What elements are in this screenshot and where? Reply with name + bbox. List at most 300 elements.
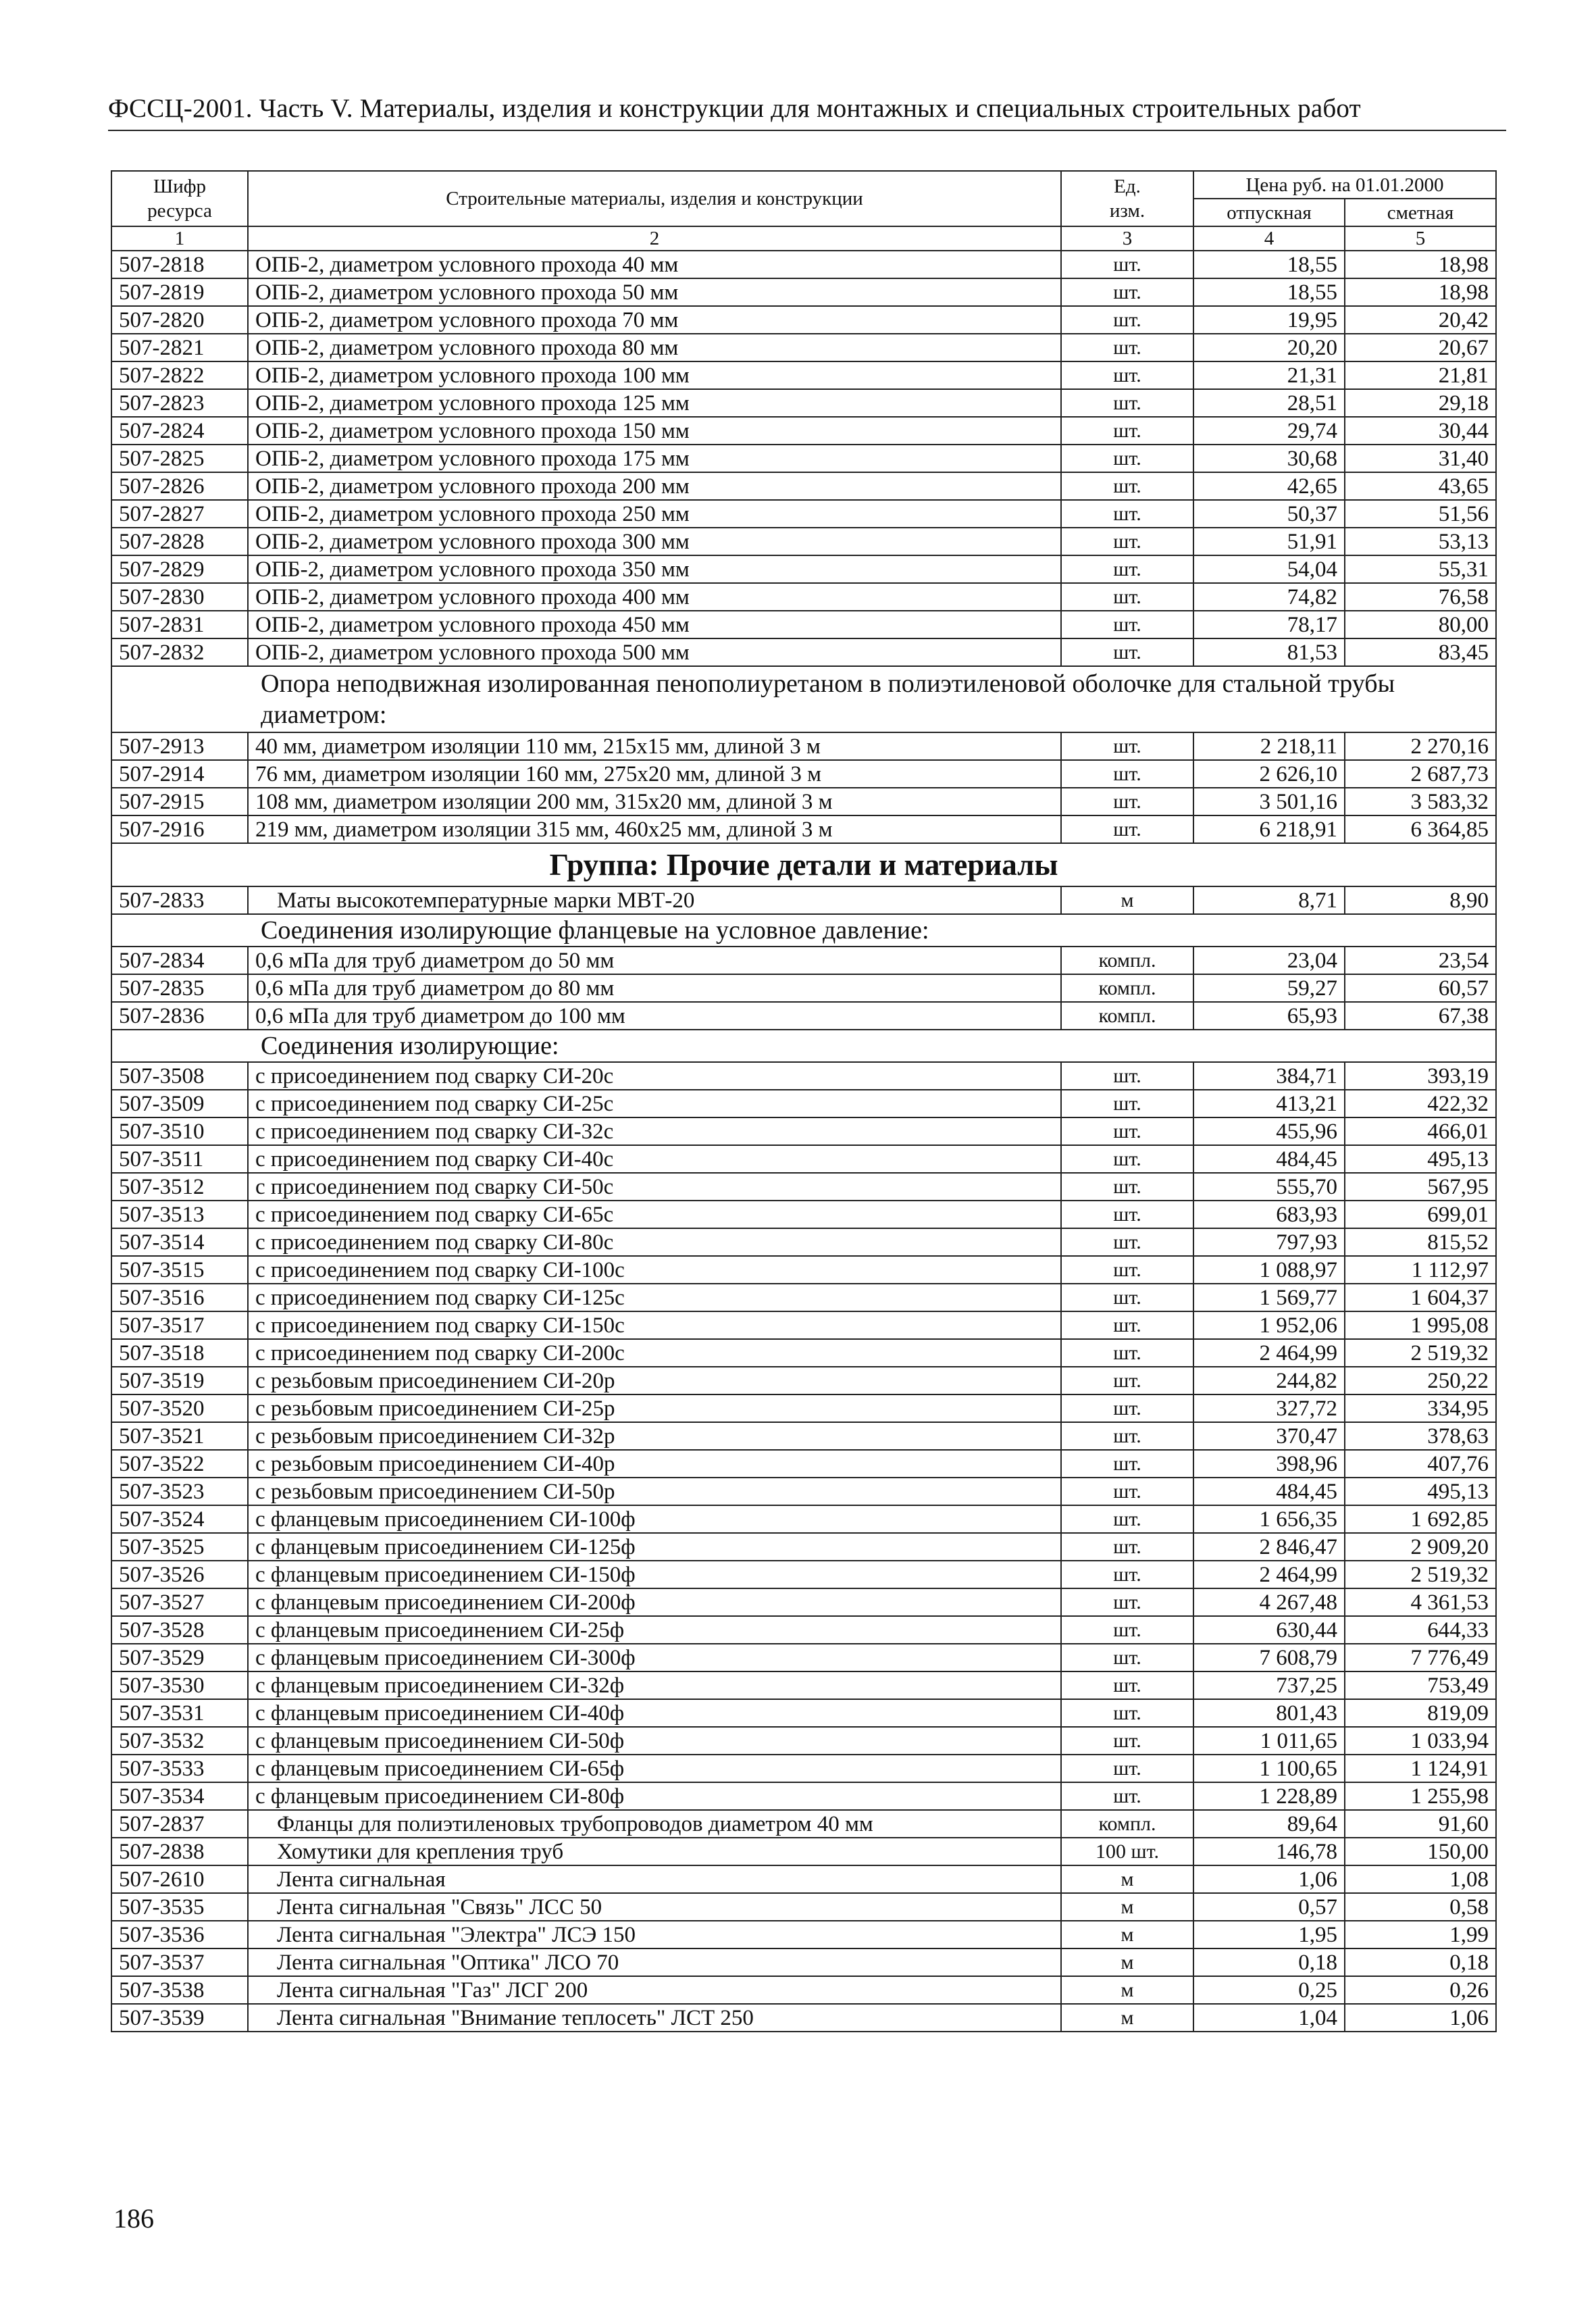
resource-name: 219 мм, диаметром изоляции 315 мм, 460х25 мм, длиной 3 м	[248, 815, 1061, 843]
estimate-price: 91,60	[1345, 1810, 1496, 1838]
unit-cell: шт.	[1061, 1367, 1193, 1394]
estimate-price: 334,95	[1345, 1394, 1496, 1422]
resource-code: 507-2915	[111, 788, 248, 815]
release-price: 413,21	[1193, 1090, 1345, 1117]
group-row	[111, 843, 1496, 886]
unit-cell: шт.	[1061, 389, 1193, 417]
estimate-price: 393,19	[1345, 1062, 1496, 1090]
table-row	[111, 1948, 1496, 1976]
resource-code: 507-2821	[111, 334, 248, 361]
unit-cell: м	[1061, 1976, 1193, 2004]
unit-cell: шт.	[1061, 445, 1193, 472]
table-row	[111, 815, 1496, 843]
estimate-price: 18,98	[1345, 278, 1496, 306]
release-price: 146,78	[1193, 1838, 1345, 1865]
resource-code: 507-3529	[111, 1644, 248, 1671]
resource-code: 507-2838	[111, 1838, 248, 1865]
resource-code: 507-2828	[111, 528, 248, 555]
resource-code: 507-2610	[111, 1865, 248, 1893]
col-header-name: Строительные материалы, изделия и конструкции	[248, 171, 1061, 226]
unit-cell: шт.	[1061, 1782, 1193, 1810]
resource-name: с присоединением под сварку СИ-25с	[248, 1090, 1061, 1117]
price-table	[111, 170, 1497, 2032]
estimate-price: 55,31	[1345, 555, 1496, 583]
resource-name: Лента сигнальная "Внимание теплосеть" ЛСТ 250	[248, 2004, 1061, 2032]
release-price: 51,91	[1193, 528, 1345, 555]
estimate-price: 8,90	[1345, 886, 1496, 914]
estimate-price: 378,63	[1345, 1422, 1496, 1450]
page-header: ФССЦ-2001. Часть V. Материалы, изделия и конструкции для монтажных и специальных строительных работ	[108, 94, 1361, 123]
unit-cell: шт.	[1061, 611, 1193, 638]
table-row	[111, 417, 1496, 445]
resource-code: 507-2830	[111, 583, 248, 611]
section-title: Опора неподвижная изолированная пенополиуретаном в полиэтиленовой оболочке для стальной трубы диаметром:	[111, 666, 1496, 732]
unit-cell: шт.	[1061, 638, 1193, 666]
table-row	[111, 1671, 1496, 1699]
estimate-price: 567,95	[1345, 1173, 1496, 1201]
unit-cell: м	[1061, 1948, 1193, 1976]
resource-name: Лента сигнальная	[248, 1865, 1061, 1893]
resource-name: с фланцевым присоединением СИ-80ф	[248, 1782, 1061, 1810]
release-price: 74,82	[1193, 583, 1345, 611]
resource-code: 507-2833	[111, 886, 248, 914]
resource-code: 507-3511	[111, 1145, 248, 1173]
resource-code: 507-2829	[111, 555, 248, 583]
resource-code: 507-2822	[111, 361, 248, 389]
unit-cell: компл.	[1061, 947, 1193, 974]
unit-cell: шт.	[1061, 1422, 1193, 1450]
resource-name: с фланцевым присоединением СИ-32ф	[248, 1671, 1061, 1699]
release-price: 2 218,11	[1193, 732, 1345, 760]
release-price: 455,96	[1193, 1117, 1345, 1145]
resource-name: с присоединением под сварку СИ-20с	[248, 1062, 1061, 1090]
estimate-price: 2 270,16	[1345, 732, 1496, 760]
release-price: 89,64	[1193, 1810, 1345, 1838]
resource-code: 507-3510	[111, 1117, 248, 1145]
unit-cell: м	[1061, 886, 1193, 914]
resource-name: ОПБ-2, диаметром условного прохода 100 мм	[248, 361, 1061, 389]
resource-name: с присоединением под сварку СИ-125с	[248, 1284, 1061, 1311]
section-row	[111, 1030, 1496, 1062]
unit-cell: шт.	[1061, 1644, 1193, 1671]
table-row	[111, 1644, 1496, 1671]
unit-cell: шт.	[1061, 1339, 1193, 1367]
table-row	[111, 947, 1496, 974]
release-price: 370,47	[1193, 1422, 1345, 1450]
estimate-price: 0,58	[1345, 1893, 1496, 1921]
estimate-price: 466,01	[1345, 1117, 1496, 1145]
resource-code: 507-2826	[111, 472, 248, 500]
resource-code: 507-3531	[111, 1699, 248, 1727]
unit-cell: шт.	[1061, 760, 1193, 788]
section-title: Соединения изолирующие фланцевые на условное давление:	[111, 914, 1496, 947]
resource-name: с присоединением под сварку СИ-40с	[248, 1145, 1061, 1173]
estimate-price: 2 909,20	[1345, 1533, 1496, 1561]
release-price: 2 464,99	[1193, 1561, 1345, 1588]
table-row	[111, 528, 1496, 555]
resource-name: с присоединением под сварку СИ-100с	[248, 1256, 1061, 1284]
resource-name: с фланцевым присоединением СИ-125ф	[248, 1533, 1061, 1561]
resource-name: 0,6 мПа для труб диаметром до 50 мм	[248, 947, 1061, 974]
estimate-price: 1 995,08	[1345, 1311, 1496, 1339]
table-row	[111, 361, 1496, 389]
resource-code: 507-2831	[111, 611, 248, 638]
table-body	[111, 251, 1496, 2032]
estimate-price: 644,33	[1345, 1616, 1496, 1644]
release-price: 484,45	[1193, 1145, 1345, 1173]
unit-cell: шт.	[1061, 1311, 1193, 1339]
unit-cell: шт.	[1061, 1256, 1193, 1284]
estimate-price: 51,56	[1345, 500, 1496, 528]
estimate-price: 1,08	[1345, 1865, 1496, 1893]
release-price: 2 846,47	[1193, 1533, 1345, 1561]
table-row	[111, 306, 1496, 334]
resource-code: 507-3527	[111, 1588, 248, 1616]
resource-code: 507-3516	[111, 1284, 248, 1311]
resource-code: 507-2837	[111, 1810, 248, 1838]
table-row	[111, 1062, 1496, 1090]
release-price: 484,45	[1193, 1478, 1345, 1505]
unit-cell: шт.	[1061, 417, 1193, 445]
resource-name: ОПБ-2, диаметром условного прохода 300 мм	[248, 528, 1061, 555]
estimate-price: 67,38	[1345, 1002, 1496, 1030]
resource-code: 507-3535	[111, 1893, 248, 1921]
table-row	[111, 445, 1496, 472]
resource-code: 507-2820	[111, 306, 248, 334]
release-price: 65,93	[1193, 1002, 1345, 1030]
estimate-price: 80,00	[1345, 611, 1496, 638]
unit-cell: шт.	[1061, 1727, 1193, 1755]
col-number: 5	[1345, 226, 1496, 251]
col-header-unit: Ед. изм.	[1061, 171, 1193, 226]
table-row	[111, 1699, 1496, 1727]
release-price: 555,70	[1193, 1173, 1345, 1201]
estimate-price: 31,40	[1345, 445, 1496, 472]
section-title: Соединения изолирующие:	[111, 1030, 1496, 1062]
unit-cell: шт.	[1061, 788, 1193, 815]
table-row	[111, 472, 1496, 500]
table-row	[111, 1284, 1496, 1311]
table-row	[111, 1505, 1496, 1533]
table-row	[111, 555, 1496, 583]
estimate-price: 23,54	[1345, 947, 1496, 974]
resource-code: 507-2819	[111, 278, 248, 306]
estimate-price: 20,42	[1345, 306, 1496, 334]
unit-cell: шт.	[1061, 251, 1193, 278]
table-row	[111, 1561, 1496, 1588]
resource-name: ОПБ-2, диаметром условного прохода 150 мм	[248, 417, 1061, 445]
section-row	[111, 914, 1496, 947]
table-row	[111, 1755, 1496, 1782]
release-price: 0,25	[1193, 1976, 1345, 2004]
unit-cell: шт.	[1061, 1062, 1193, 1090]
unit-cell: шт.	[1061, 1533, 1193, 1561]
estimate-price: 76,58	[1345, 583, 1496, 611]
resource-code: 507-3519	[111, 1367, 248, 1394]
resource-name: с резьбовым присоединением СИ-40р	[248, 1450, 1061, 1478]
estimate-price: 250,22	[1345, 1367, 1496, 1394]
table-row	[111, 1782, 1496, 1810]
resource-code: 507-3536	[111, 1921, 248, 1948]
estimate-price: 1 604,37	[1345, 1284, 1496, 1311]
unit-cell: шт.	[1061, 1173, 1193, 1201]
release-price: 630,44	[1193, 1616, 1345, 1644]
unit-cell: 100 шт.	[1061, 1838, 1193, 1865]
release-price: 59,27	[1193, 974, 1345, 1002]
release-price: 78,17	[1193, 611, 1345, 638]
estimate-price: 0,26	[1345, 1976, 1496, 2004]
resource-code: 507-3537	[111, 1948, 248, 1976]
table-row	[111, 334, 1496, 361]
unit-cell: шт.	[1061, 1450, 1193, 1478]
resource-name: с присоединением под сварку СИ-80с	[248, 1228, 1061, 1256]
release-price: 801,43	[1193, 1699, 1345, 1727]
resource-code: 507-3530	[111, 1671, 248, 1699]
unit-cell: м	[1061, 1865, 1193, 1893]
table-row	[111, 1117, 1496, 1145]
resource-code: 507-3539	[111, 2004, 248, 2032]
resource-name: ОПБ-2, диаметром условного прохода 70 мм	[248, 306, 1061, 334]
release-price: 1 088,97	[1193, 1256, 1345, 1284]
table-row	[111, 788, 1496, 815]
resource-name: 0,6 мПа для труб диаметром до 80 мм	[248, 974, 1061, 1002]
release-price: 18,55	[1193, 278, 1345, 306]
table-row	[111, 1533, 1496, 1561]
table-row	[111, 1838, 1496, 1865]
resource-name: с присоединением под сварку СИ-50с	[248, 1173, 1061, 1201]
estimate-price: 3 583,32	[1345, 788, 1496, 815]
release-price: 1 011,65	[1193, 1727, 1345, 1755]
estimate-price: 30,44	[1345, 417, 1496, 445]
resource-name: с фланцевым присоединением СИ-150ф	[248, 1561, 1061, 1588]
release-price: 2 626,10	[1193, 760, 1345, 788]
resource-name: с фланцевым присоединением СИ-40ф	[248, 1699, 1061, 1727]
resource-code: 507-3523	[111, 1478, 248, 1505]
col-header-price: Цена руб. на 01.01.2000	[1193, 171, 1496, 199]
resource-code: 507-3532	[111, 1727, 248, 1755]
resource-name: ОПБ-2, диаметром условного прохода 450 мм	[248, 611, 1061, 638]
resource-code: 507-3512	[111, 1173, 248, 1201]
resource-code: 507-3509	[111, 1090, 248, 1117]
resource-name: с резьбовым присоединением СИ-20р	[248, 1367, 1061, 1394]
estimate-price: 1 255,98	[1345, 1782, 1496, 1810]
table-row	[111, 1173, 1496, 1201]
release-price: 1 100,65	[1193, 1755, 1345, 1782]
resource-name: с присоединением под сварку СИ-32с	[248, 1117, 1061, 1145]
unit-cell: шт.	[1061, 1284, 1193, 1311]
table-row	[111, 1865, 1496, 1893]
release-price: 7 608,79	[1193, 1644, 1345, 1671]
resource-name: Лента сигнальная "Связь" ЛСС 50	[248, 1893, 1061, 1921]
resource-code: 507-3518	[111, 1339, 248, 1367]
resource-name: ОПБ-2, диаметром условного прохода 40 мм	[248, 251, 1061, 278]
release-price: 28,51	[1193, 389, 1345, 417]
table-row	[111, 251, 1496, 278]
col-number: 2	[248, 226, 1061, 251]
estimate-price: 29,18	[1345, 389, 1496, 417]
release-price: 8,71	[1193, 886, 1345, 914]
release-price: 0,57	[1193, 1893, 1345, 1921]
section-row	[111, 666, 1496, 732]
estimate-price: 53,13	[1345, 528, 1496, 555]
table-row	[111, 1921, 1496, 1948]
resource-name: с фланцевым присоединением СИ-300ф	[248, 1644, 1061, 1671]
estimate-price: 43,65	[1345, 472, 1496, 500]
release-price: 21,31	[1193, 361, 1345, 389]
resource-name: ОПБ-2, диаметром условного прохода 350 мм	[248, 555, 1061, 583]
resource-name: с присоединением под сварку СИ-200с	[248, 1339, 1061, 1367]
table-row	[111, 1394, 1496, 1422]
table-row	[111, 611, 1496, 638]
resource-name: 76 мм, диаметром изоляции 160 мм, 275х20 мм, длиной 3 м	[248, 760, 1061, 788]
release-price: 29,74	[1193, 417, 1345, 445]
table-row	[111, 760, 1496, 788]
unit-cell: компл.	[1061, 1810, 1193, 1838]
col-header-release: отпускная	[1193, 199, 1345, 226]
estimate-price: 1,99	[1345, 1921, 1496, 1948]
resource-name: ОПБ-2, диаметром условного прохода 400 мм	[248, 583, 1061, 611]
estimate-price: 495,13	[1345, 1145, 1496, 1173]
unit-cell: шт.	[1061, 1588, 1193, 1616]
release-price: 1,06	[1193, 1865, 1345, 1893]
estimate-price: 60,57	[1345, 974, 1496, 1002]
table-row	[111, 1002, 1496, 1030]
resource-code: 507-3513	[111, 1201, 248, 1228]
estimate-price: 20,67	[1345, 334, 1496, 361]
resource-name: с фланцевым присоединением СИ-25ф	[248, 1616, 1061, 1644]
table-row	[111, 1588, 1496, 1616]
table-row	[111, 1616, 1496, 1644]
resource-name: ОПБ-2, диаметром условного прохода 80 мм	[248, 334, 1061, 361]
resource-code: 507-2832	[111, 638, 248, 666]
unit-cell: шт.	[1061, 1478, 1193, 1505]
estimate-price: 0,18	[1345, 1948, 1496, 1976]
resource-name: ОПБ-2, диаметром условного прохода 500 мм	[248, 638, 1061, 666]
estimate-price: 407,76	[1345, 1450, 1496, 1478]
unit-cell: шт.	[1061, 1090, 1193, 1117]
unit-cell: шт.	[1061, 500, 1193, 528]
release-price: 327,72	[1193, 1394, 1345, 1422]
release-price: 797,93	[1193, 1228, 1345, 1256]
unit-cell: шт.	[1061, 1228, 1193, 1256]
release-price: 0,18	[1193, 1948, 1345, 1976]
resource-name: ОПБ-2, диаметром условного прохода 250 мм	[248, 500, 1061, 528]
estimate-price: 819,09	[1345, 1699, 1496, 1727]
release-price: 20,20	[1193, 334, 1345, 361]
unit-cell: шт.	[1061, 278, 1193, 306]
release-price: 81,53	[1193, 638, 1345, 666]
resource-name: с присоединением под сварку СИ-150с	[248, 1311, 1061, 1339]
resource-name: Хомутики для крепления труб	[248, 1838, 1061, 1865]
table-row	[111, 1228, 1496, 1256]
release-price: 1,95	[1193, 1921, 1345, 1948]
estimate-price: 815,52	[1345, 1228, 1496, 1256]
resource-code: 507-3528	[111, 1616, 248, 1644]
estimate-price: 6 364,85	[1345, 815, 1496, 843]
resource-name: ОПБ-2, диаметром условного прохода 50 мм	[248, 278, 1061, 306]
release-price: 737,25	[1193, 1671, 1345, 1699]
table-row	[111, 1256, 1496, 1284]
resource-code: 507-2913	[111, 732, 248, 760]
estimate-price: 83,45	[1345, 638, 1496, 666]
estimate-price: 2 519,32	[1345, 1339, 1496, 1367]
resource-name: ОПБ-2, диаметром условного прохода 175 мм	[248, 445, 1061, 472]
resource-code: 507-3524	[111, 1505, 248, 1533]
unit-cell: компл.	[1061, 1002, 1193, 1030]
resource-name: 0,6 мПа для труб диаметром до 100 мм	[248, 1002, 1061, 1030]
table-row	[111, 1976, 1496, 2004]
unit-cell: шт.	[1061, 1394, 1193, 1422]
resource-name: с фланцевым присоединением СИ-50ф	[248, 1727, 1061, 1755]
resource-code: 507-2836	[111, 1002, 248, 1030]
group-title: Группа: Прочие детали и материалы	[111, 843, 1496, 886]
estimate-price: 753,49	[1345, 1671, 1496, 1699]
resource-name: Лента сигнальная "Газ" ЛСГ 200	[248, 1976, 1061, 2004]
resource-code: 507-2834	[111, 947, 248, 974]
table-row	[111, 732, 1496, 760]
estimate-price: 2 519,32	[1345, 1561, 1496, 1588]
resource-name: Фланцы для полиэтиленовых трубопроводов диаметром 40 мм	[248, 1810, 1061, 1838]
estimate-price: 7 776,49	[1345, 1644, 1496, 1671]
table-row	[111, 886, 1496, 914]
resource-code: 507-3526	[111, 1561, 248, 1588]
release-price: 4 267,48	[1193, 1588, 1345, 1616]
resource-code: 507-2914	[111, 760, 248, 788]
table-row	[111, 1810, 1496, 1838]
col-number: 1	[111, 226, 248, 251]
unit-cell: шт.	[1061, 1505, 1193, 1533]
resource-name: с резьбовым присоединением СИ-32р	[248, 1422, 1061, 1450]
resource-code: 507-2823	[111, 389, 248, 417]
resource-code: 507-2824	[111, 417, 248, 445]
estimate-price: 699,01	[1345, 1201, 1496, 1228]
release-price: 6 218,91	[1193, 815, 1345, 843]
estimate-price: 150,00	[1345, 1838, 1496, 1865]
resource-name: Маты высокотемпературные марки МВТ-20	[248, 886, 1061, 914]
resource-name: ОПБ-2, диаметром условного прохода 200 мм	[248, 472, 1061, 500]
resource-name: Лента сигнальная "Оптика" ЛСО 70	[248, 1948, 1061, 1976]
release-price: 244,82	[1193, 1367, 1345, 1394]
resource-code: 507-3522	[111, 1450, 248, 1478]
unit-cell: шт.	[1061, 1671, 1193, 1699]
resource-code: 507-2818	[111, 251, 248, 278]
resource-name: 108 мм, диаметром изоляции 200 мм, 315х20 мм, длиной 3 м	[248, 788, 1061, 815]
unit-cell: шт.	[1061, 361, 1193, 389]
resource-code: 507-3515	[111, 1256, 248, 1284]
estimate-price: 1 033,94	[1345, 1727, 1496, 1755]
header-rule	[108, 130, 1506, 131]
resource-code: 507-2827	[111, 500, 248, 528]
table-row	[111, 389, 1496, 417]
table-row	[111, 1367, 1496, 1394]
unit-cell: шт.	[1061, 583, 1193, 611]
table-row	[111, 1145, 1496, 1173]
page-number: 186	[113, 2203, 154, 2234]
estimate-price: 1 124,91	[1345, 1755, 1496, 1782]
estimate-price: 4 361,53	[1345, 1588, 1496, 1616]
estimate-price: 18,98	[1345, 251, 1496, 278]
unit-cell: шт.	[1061, 528, 1193, 555]
resource-name: с присоединением под сварку СИ-65с	[248, 1201, 1061, 1228]
resource-code: 507-3520	[111, 1394, 248, 1422]
col-header-estimate: сметная	[1345, 199, 1496, 226]
col-number: 4	[1193, 226, 1345, 251]
unit-cell: компл.	[1061, 974, 1193, 1002]
release-price: 30,68	[1193, 445, 1345, 472]
col-number: 3	[1061, 226, 1193, 251]
release-price: 1 228,89	[1193, 1782, 1345, 1810]
release-price: 42,65	[1193, 472, 1345, 500]
